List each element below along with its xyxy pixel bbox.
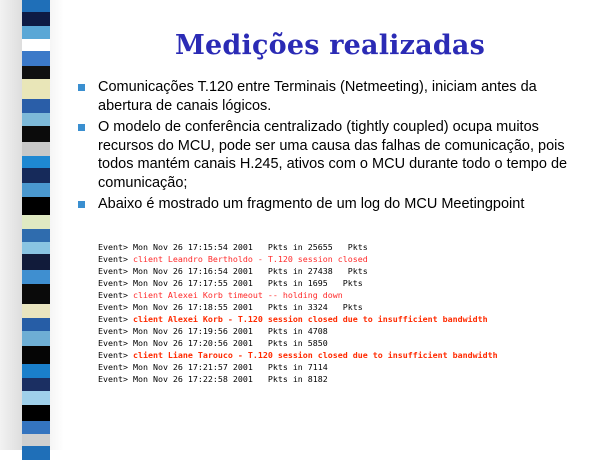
log-prefix: Event> (98, 350, 133, 360)
strip-block (22, 215, 50, 229)
log-prefix: Event> (98, 338, 133, 348)
log-message: Mon Nov 26 17:18:55 2001 Pkts in 3324 Pkts (132, 302, 363, 312)
strip-block (22, 378, 50, 391)
log-message: client Liane Tarouco - T.120 session closed due to insufficient bandwidth (132, 350, 498, 360)
log-message: Mon Nov 26 17:15:54 2001 Pkts in 25655 Pkts (132, 242, 368, 252)
log-prefix: Event> (98, 290, 133, 300)
log-line (98, 337, 588, 349)
log-prefix: Event> (98, 278, 133, 288)
strip-block (22, 242, 50, 254)
strip-block (22, 51, 50, 66)
bullet-text: O modelo de conferência centralizado (tightly coupled) ocupa muitos recursos do MCU, pode ser uma causa das falhas de comunicação, pois todos mantém canais H.245, ativos com o MCU durante todo o tempo de comunicação; (98, 119, 568, 191)
strip-block (22, 156, 50, 168)
log-line (98, 301, 588, 313)
strip-block (22, 183, 50, 197)
strip-block (22, 421, 50, 434)
strip-block (22, 197, 50, 215)
bullet-list (78, 78, 578, 217)
strip-block (22, 364, 50, 378)
log-line (98, 361, 588, 373)
strip-block (22, 405, 50, 421)
strip-block (22, 391, 50, 405)
log-message: Mon Nov 26 17:19:56 2001 Pkts in 4708 (132, 326, 328, 336)
bullet-item (78, 195, 578, 214)
strip-block (22, 66, 50, 79)
bullet-text: Abaixo é mostrado um fragmento de um log do MCU Meetingpoint (98, 196, 525, 212)
strip-block (22, 99, 50, 113)
log-message: Mon Nov 26 17:22:58 2001 Pkts in 8182 (132, 374, 328, 384)
bullet-square-icon (78, 124, 85, 131)
log-line (98, 241, 588, 253)
log-line (98, 313, 588, 325)
log-prefix: Event> (98, 302, 133, 312)
log-line (98, 265, 588, 277)
bullet-text: Comunicações T.120 entre Terminais (Netmeeting), iniciam antes da abertura de canais lógicos. (98, 79, 537, 114)
strip-block (22, 126, 50, 142)
strip-block (22, 39, 50, 51)
strip-block (22, 318, 50, 331)
log-prefix: Event> (98, 254, 133, 264)
log-prefix: Event> (98, 374, 133, 384)
strip-block (22, 284, 50, 304)
mcu-log (98, 241, 588, 385)
log-message: Mon Nov 26 17:17:55 2001 Pkts in 1695 Pkts (132, 278, 363, 288)
log-prefix: Event> (98, 242, 133, 252)
log-message: client Leandro Bertholdo - T.120 session closed (132, 254, 368, 264)
strip-block (22, 26, 50, 39)
strip-block (22, 0, 50, 12)
log-prefix: Event> (98, 314, 133, 324)
strip-block (22, 331, 50, 346)
log-message: Mon Nov 26 17:21:57 2001 Pkts in 7114 (132, 362, 328, 372)
decorative-blocks (22, 0, 50, 450)
strip-block (22, 12, 50, 26)
log-prefix: Event> (98, 266, 133, 276)
strip-block (22, 446, 50, 460)
strip-block (22, 142, 50, 156)
decorative-strip (0, 0, 64, 450)
bullet-item (78, 78, 578, 115)
slide-title: Medições realizadas (174, 30, 486, 61)
log-message: client Alexei Korb timeout -- holding down (132, 290, 343, 300)
log-message: Mon Nov 26 17:16:54 2001 Pkts in 27438 Pkts (132, 266, 368, 276)
bullet-square-icon (78, 201, 85, 208)
bullet-square-icon (78, 84, 85, 91)
log-prefix: Event> (98, 362, 133, 372)
log-line (98, 277, 588, 289)
log-line (98, 373, 588, 385)
log-line (98, 289, 588, 301)
bullet-item (78, 118, 578, 192)
strip-block (22, 270, 50, 284)
strip-block (22, 304, 50, 318)
strip-block (22, 113, 50, 126)
strip-block (22, 168, 50, 183)
log-line (98, 325, 588, 337)
log-message: Mon Nov 26 17:20:56 2001 Pkts in 5850 (132, 338, 328, 348)
log-message: client Alexei Korb - T.120 session closed due to insufficient bandwidth (132, 314, 488, 324)
log-line (98, 253, 588, 265)
log-line (98, 349, 588, 361)
strip-block (22, 79, 50, 99)
log-prefix: Event> (98, 326, 133, 336)
strip-block (22, 229, 50, 242)
strip-block (22, 434, 50, 446)
strip-block (22, 254, 50, 270)
strip-block (22, 346, 50, 364)
